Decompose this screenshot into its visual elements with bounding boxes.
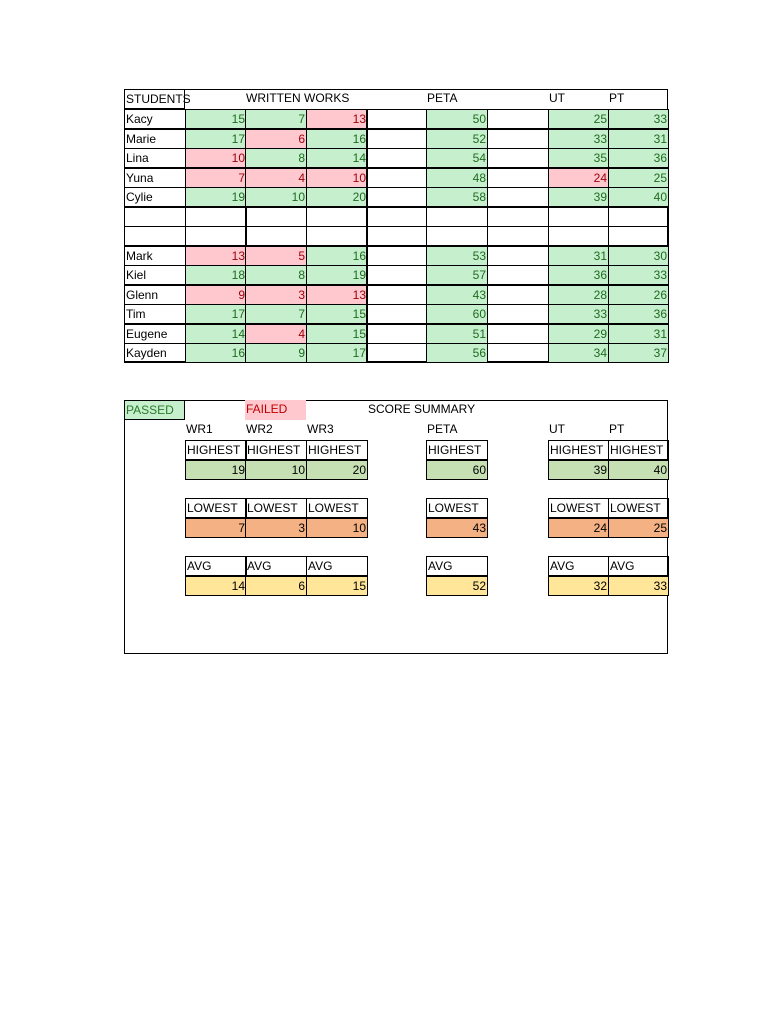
score-cell-pt[interactable]: 25 [608, 168, 669, 188]
student-name[interactable]: Tim [124, 304, 186, 324]
written-works-header[interactable]: WRITTEN WORKS [246, 91, 350, 105]
empty-cell[interactable] [487, 324, 549, 344]
score-cell-wr3[interactable]: 10 [306, 168, 368, 188]
empty-cell[interactable] [366, 109, 427, 129]
score-cell-wr3[interactable]: 13 [306, 109, 368, 129]
score-cell-wr1[interactable]: 19 [185, 187, 247, 207]
score-cell-pt[interactable]: 37 [608, 343, 669, 363]
summary-highest-label[interactable]: HIGHEST [548, 440, 609, 460]
score-cell-ut[interactable]: 24 [548, 168, 609, 188]
empty-cell[interactable] [366, 148, 427, 168]
summary-avg-label[interactable]: AVG [185, 556, 247, 576]
passed-legend[interactable]: PASSED [124, 400, 185, 420]
score-cell-wr2[interactable]: 10 [245, 187, 307, 207]
score-cell-pt[interactable]: 30 [608, 246, 669, 266]
score-cell-ut[interactable]: 29 [548, 324, 609, 344]
empty-cell[interactable] [366, 343, 427, 363]
score-cell-wr3[interactable]: 20 [306, 187, 368, 207]
score-cell-wr2[interactable]: 7 [245, 304, 307, 324]
empty-cell[interactable] [487, 246, 549, 266]
score-cell-wr2[interactable]: 8 [245, 265, 307, 285]
score-cell-wr3[interactable]: 19 [306, 265, 368, 285]
score-cell-wr2[interactable]: 4 [245, 168, 307, 188]
score-cell-wr1[interactable]: 17 [185, 304, 247, 324]
score-cell-peta[interactable]: 53 [426, 246, 488, 266]
summary-lowest-pt[interactable]: 25 [608, 518, 669, 538]
score-cell-ut[interactable]: 25 [548, 109, 609, 129]
empty-cell[interactable] [426, 226, 488, 246]
score-cell-wr3[interactable]: 15 [306, 304, 368, 324]
score-cell-wr1[interactable]: 9 [185, 285, 247, 305]
empty-cell[interactable] [185, 226, 247, 246]
peta-header[interactable]: PETA [427, 91, 458, 105]
score-cell-wr1[interactable]: 13 [185, 246, 247, 266]
summary-highest-ut[interactable]: 39 [548, 460, 609, 480]
summary-avg-wr3[interactable]: 15 [306, 576, 368, 596]
empty-cell[interactable] [487, 265, 549, 285]
score-cell-wr2[interactable]: 9 [245, 343, 307, 363]
summary-col-pt[interactable]: PT [609, 422, 625, 436]
summary-highest-label[interactable]: HIGHEST [306, 440, 368, 460]
summary-avg-label[interactable]: AVG [426, 556, 488, 576]
empty-cell[interactable] [608, 226, 669, 246]
empty-cell[interactable] [366, 304, 427, 324]
failed-legend[interactable]: FAILED [245, 400, 306, 420]
summary-lowest-wr3[interactable]: 10 [306, 518, 368, 538]
score-cell-pt[interactable]: 31 [608, 324, 669, 344]
empty-cell[interactable] [366, 324, 427, 344]
summary-highest-peta[interactable]: 60 [426, 460, 488, 480]
score-cell-pt[interactable]: 36 [608, 304, 669, 324]
summary-highest-label[interactable]: HIGHEST [185, 440, 247, 460]
summary-highest-label[interactable]: HIGHEST [245, 440, 307, 460]
score-cell-peta[interactable]: 57 [426, 265, 488, 285]
score-cell-ut[interactable]: 34 [548, 343, 609, 363]
score-cell-ut[interactable]: 33 [548, 129, 609, 149]
score-cell-wr2[interactable]: 7 [245, 109, 307, 129]
score-cell-wr3[interactable]: 14 [306, 148, 368, 168]
empty-cell[interactable] [487, 187, 549, 207]
score-cell-peta[interactable]: 56 [426, 343, 488, 363]
summary-col-wr3[interactable]: WR3 [307, 422, 334, 436]
empty-cell[interactable] [487, 304, 549, 324]
summary-lowest-label[interactable]: LOWEST [426, 498, 488, 518]
score-cell-wr1[interactable]: 18 [185, 265, 247, 285]
summary-col-wr1[interactable]: WR1 [186, 422, 213, 436]
summary-lowest-label[interactable]: LOWEST [185, 498, 247, 518]
summary-avg-ut[interactable]: 32 [548, 576, 609, 596]
student-name[interactable]: Kayden [124, 343, 186, 363]
score-cell-wr3[interactable]: 16 [306, 246, 368, 266]
summary-lowest-label[interactable]: LOWEST [608, 498, 669, 518]
students-header[interactable]: STUDENTS [124, 89, 185, 109]
summary-avg-label[interactable]: AVG [306, 556, 368, 576]
empty-cell[interactable] [124, 207, 186, 227]
score-cell-wr2[interactable]: 8 [245, 148, 307, 168]
score-cell-peta[interactable]: 50 [426, 109, 488, 129]
score-cell-wr1[interactable]: 17 [185, 129, 247, 149]
empty-cell[interactable] [548, 207, 609, 227]
summary-avg-wr2[interactable]: 6 [245, 576, 307, 596]
score-cell-pt[interactable]: 26 [608, 285, 669, 305]
empty-cell[interactable] [426, 207, 488, 227]
empty-cell[interactable] [124, 226, 186, 246]
score-cell-wr1[interactable]: 7 [185, 168, 247, 188]
student-name[interactable]: Lina [124, 148, 186, 168]
empty-cell[interactable] [548, 226, 609, 246]
student-name[interactable]: Yuna [124, 168, 186, 188]
summary-lowest-wr2[interactable]: 3 [245, 518, 307, 538]
pt-header[interactable]: PT [609, 91, 625, 105]
empty-cell[interactable] [487, 168, 549, 188]
empty-cell[interactable] [366, 187, 427, 207]
summary-col-ut[interactable]: UT [549, 422, 565, 436]
ut-header[interactable]: UT [549, 91, 565, 105]
empty-cell[interactable] [487, 207, 549, 227]
summary-lowest-label[interactable]: LOWEST [306, 498, 368, 518]
summary-avg-label[interactable]: AVG [245, 556, 307, 576]
score-cell-peta[interactable]: 60 [426, 304, 488, 324]
empty-cell[interactable] [487, 285, 549, 305]
empty-cell[interactable] [366, 226, 427, 246]
summary-highest-pt[interactable]: 40 [608, 460, 669, 480]
score-cell-pt[interactable]: 36 [608, 148, 669, 168]
empty-cell[interactable] [366, 265, 427, 285]
score-cell-pt[interactable]: 33 [608, 265, 669, 285]
student-name[interactable]: Kiel [124, 265, 186, 285]
summary-highest-label[interactable]: HIGHEST [426, 440, 488, 460]
empty-cell[interactable] [487, 148, 549, 168]
score-cell-peta[interactable]: 43 [426, 285, 488, 305]
student-name[interactable]: Marie [124, 129, 186, 149]
score-cell-pt[interactable]: 31 [608, 129, 669, 149]
summary-avg-pt[interactable]: 33 [608, 576, 669, 596]
score-cell-wr3[interactable]: 17 [306, 343, 368, 363]
summary-highest-wr1[interactable]: 19 [185, 460, 247, 480]
summary-col-peta[interactable]: PETA [427, 422, 458, 436]
empty-cell[interactable] [487, 109, 549, 129]
empty-cell[interactable] [366, 129, 427, 149]
summary-lowest-ut[interactable]: 24 [548, 518, 609, 538]
score-cell-ut[interactable]: 33 [548, 304, 609, 324]
empty-cell[interactable] [306, 207, 368, 227]
empty-cell[interactable] [366, 207, 427, 227]
student-name[interactable]: Cylie [124, 187, 186, 207]
score-cell-peta[interactable]: 58 [426, 187, 488, 207]
summary-avg-peta[interactable]: 52 [426, 576, 488, 596]
score-cell-wr2[interactable]: 6 [245, 129, 307, 149]
score-cell-wr2[interactable]: 4 [245, 324, 307, 344]
student-name[interactable]: Eugene [124, 324, 186, 344]
empty-cell[interactable] [366, 246, 427, 266]
score-cell-pt[interactable]: 40 [608, 187, 669, 207]
score-cell-wr1[interactable]: 10 [185, 148, 247, 168]
empty-cell[interactable] [245, 207, 307, 227]
score-cell-ut[interactable]: 36 [548, 265, 609, 285]
empty-cell[interactable] [487, 343, 549, 363]
summary-avg-label[interactable]: AVG [548, 556, 609, 576]
score-cell-wr3[interactable]: 13 [306, 285, 368, 305]
score-cell-pt[interactable]: 33 [608, 109, 669, 129]
empty-cell[interactable] [608, 207, 669, 227]
score-cell-wr2[interactable]: 3 [245, 285, 307, 305]
summary-lowest-label[interactable]: LOWEST [245, 498, 307, 518]
score-cell-ut[interactable]: 31 [548, 246, 609, 266]
summary-highest-wr2[interactable]: 10 [245, 460, 307, 480]
score-cell-wr3[interactable]: 15 [306, 324, 368, 344]
score-cell-ut[interactable]: 39 [548, 187, 609, 207]
score-cell-peta[interactable]: 54 [426, 148, 488, 168]
score-cell-peta[interactable]: 52 [426, 129, 488, 149]
empty-cell[interactable] [487, 226, 549, 246]
score-cell-wr2[interactable]: 5 [245, 246, 307, 266]
empty-cell[interactable] [306, 226, 368, 246]
score-summary-title[interactable]: SCORE SUMMARY [368, 402, 476, 416]
summary-avg-label[interactable]: AVG [608, 556, 669, 576]
score-cell-wr1[interactable]: 14 [185, 324, 247, 344]
summary-col-wr2[interactable]: WR2 [246, 422, 273, 436]
score-cell-peta[interactable]: 51 [426, 324, 488, 344]
empty-cell[interactable] [366, 285, 427, 305]
student-name[interactable]: Kacy [124, 109, 186, 129]
score-cell-wr1[interactable]: 16 [185, 343, 247, 363]
summary-lowest-peta[interactable]: 43 [426, 518, 488, 538]
score-cell-ut[interactable]: 28 [548, 285, 609, 305]
summary-highest-wr3[interactable]: 20 [306, 460, 368, 480]
summary-avg-wr1[interactable]: 14 [185, 576, 247, 596]
score-cell-wr1[interactable]: 15 [185, 109, 247, 129]
summary-highest-label[interactable]: HIGHEST [608, 440, 669, 460]
summary-lowest-wr1[interactable]: 7 [185, 518, 247, 538]
student-name[interactable]: Mark [124, 246, 186, 266]
empty-cell[interactable] [185, 207, 247, 227]
empty-cell[interactable] [366, 168, 427, 188]
summary-lowest-label[interactable]: LOWEST [548, 498, 609, 518]
score-cell-ut[interactable]: 35 [548, 148, 609, 168]
score-cell-peta[interactable]: 48 [426, 168, 488, 188]
score-cell-wr3[interactable]: 16 [306, 129, 368, 149]
empty-cell[interactable] [487, 129, 549, 149]
empty-cell[interactable] [245, 226, 307, 246]
student-name[interactable]: Glenn [124, 285, 186, 305]
